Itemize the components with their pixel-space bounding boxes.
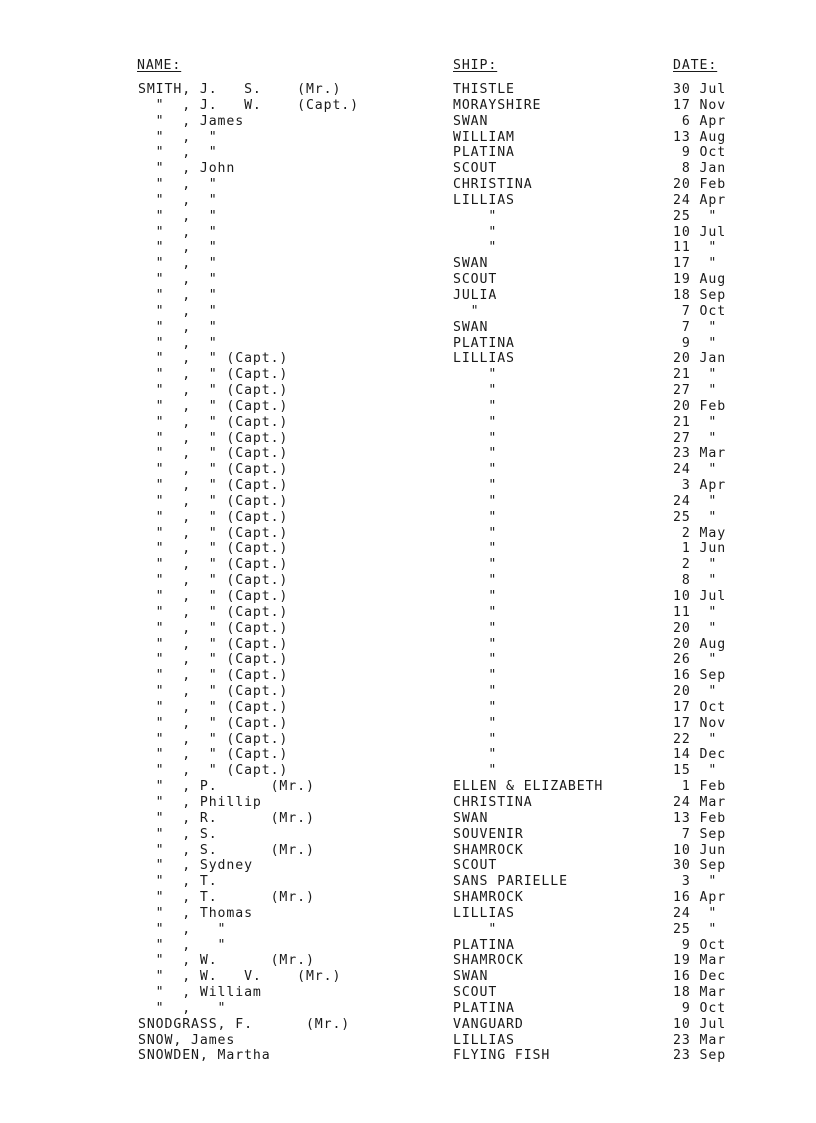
ship-cell: " (453, 303, 480, 319)
table-row (0, 225, 816, 241)
ship-cell: SHAMROCK (453, 842, 524, 858)
table-row (0, 415, 816, 431)
table-row (0, 906, 816, 922)
ship-cell: " (453, 509, 498, 525)
ship-cell: PLATINA (453, 937, 515, 953)
name-cell: " , " (138, 303, 218, 319)
name-cell: " , " (Capt.) (138, 747, 289, 763)
date-cell: 27 " (673, 383, 718, 399)
name-cell: SMITH, J. S. (Mr.) (138, 82, 342, 97)
name-cell: " , " (Capt.) (138, 604, 289, 620)
name-cell: " , S. (Mr.) (138, 842, 315, 858)
table-row (0, 177, 816, 193)
date-cell: 15 " (673, 763, 718, 779)
date-cell: 16 Apr (673, 890, 727, 906)
name-cell: " , Thomas (138, 905, 253, 921)
table-row (0, 161, 816, 177)
date-cell: 8 Jan (673, 161, 727, 177)
table-row (0, 240, 816, 256)
name-cell: " , " (Capt.) (138, 573, 289, 589)
table-row (0, 209, 816, 225)
date-cell: 20 Feb (673, 177, 727, 193)
date-cell: 7 " (673, 319, 718, 335)
date-cell: 19 Aug (673, 272, 727, 288)
table-row (0, 82, 816, 98)
name-cell: " , " (Capt.) (138, 699, 289, 715)
table-row (0, 557, 816, 573)
date-cell: 20 " (673, 684, 718, 700)
ship-cell: SWAN (453, 969, 489, 985)
name-cell: " , " (Capt.) (138, 478, 289, 494)
table-row (0, 795, 816, 811)
name-cell: " , S. (138, 826, 218, 842)
name-cell: " , " (Capt.) (138, 446, 289, 462)
ship-cell: " (453, 557, 498, 573)
name-cell: SNODGRASS, F. (Mr.) (138, 1016, 351, 1032)
table-row (0, 969, 816, 985)
table-row (0, 747, 816, 763)
ship-cell: SHAMROCK (453, 953, 524, 969)
name-cell: " , Sydney (138, 858, 253, 874)
ship-cell: ELLEN & ELIZABETH (453, 779, 604, 795)
ship-cell: CHRISTINA (453, 177, 533, 193)
ship-cell: " (453, 715, 498, 731)
date-cell: 17 " (673, 256, 718, 272)
date-cell: 23 Mar (673, 446, 727, 462)
date-cell: 27 " (673, 430, 718, 446)
table-row (0, 351, 816, 367)
table-row (0, 367, 816, 383)
date-cell: 16 Dec (673, 969, 727, 985)
name-cell: " , " (Capt.) (138, 383, 289, 399)
table-row (0, 510, 816, 526)
ship-cell: " (453, 636, 498, 652)
name-cell: SNOWDEN, Martha (138, 1048, 271, 1064)
name-cell: " , " (Capt.) (138, 414, 289, 430)
table-row (0, 637, 816, 653)
ship-cell: " (453, 652, 498, 668)
name-cell: " , " (138, 937, 227, 953)
table-row (0, 336, 816, 352)
name-cell: " , " (138, 319, 218, 335)
table-row (0, 526, 816, 542)
table-row (0, 446, 816, 462)
name-cell: " , P. (Mr.) (138, 779, 315, 795)
date-cell: 17 Nov (673, 715, 727, 731)
ship-cell: FLYING FISH (453, 1048, 551, 1064)
name-cell: " , " (Capt.) (138, 715, 289, 731)
ship-cell: " (453, 383, 498, 399)
name-cell: " , " (138, 921, 227, 937)
ship-cell: SWAN (453, 810, 489, 826)
name-cell: " , " (Capt.) (138, 763, 289, 779)
column-header-date: DATE: (673, 58, 718, 73)
table-row (0, 843, 816, 859)
table-row (0, 462, 816, 478)
ship-cell: SWAN (453, 319, 489, 335)
table-row (0, 1001, 816, 1017)
ship-cell: " (453, 398, 498, 414)
ship-cell: " (453, 414, 498, 430)
ship-cell: " (453, 462, 498, 478)
name-cell: " , " (138, 335, 218, 351)
date-cell: 1 Feb (673, 779, 727, 795)
name-cell: " , " (Capt.) (138, 668, 289, 684)
table-row (0, 431, 816, 447)
date-cell: 3 Apr (673, 478, 727, 494)
date-cell: 26 " (673, 652, 718, 668)
ship-cell: SANS PARIELLE (453, 874, 568, 890)
name-cell: " , " (Capt.) (138, 462, 289, 478)
ship-cell: PLATINA (453, 335, 515, 351)
name-cell: " , " (Capt.) (138, 351, 289, 367)
ship-cell: " (453, 668, 498, 684)
date-cell: 24 " (673, 462, 718, 478)
date-cell: 25 " (673, 509, 718, 525)
table-row (0, 874, 816, 890)
name-cell: " , W. V. (Mr.) (138, 969, 342, 985)
name-cell: " , " (138, 192, 218, 208)
date-cell: 30 Sep (673, 858, 727, 874)
table-row (0, 145, 816, 161)
table-row (0, 98, 816, 114)
date-cell: 9 Oct (673, 145, 727, 161)
date-cell: 20 Jan (673, 351, 727, 367)
name-cell: " , W. (Mr.) (138, 953, 315, 969)
name-cell: " , " (Capt.) (138, 636, 289, 652)
name-cell: " , " (138, 224, 218, 240)
date-cell: 10 Jun (673, 842, 727, 858)
ship-cell: LILLIAS (453, 905, 515, 921)
date-cell: 18 Mar (673, 985, 727, 1001)
table-row (0, 130, 816, 146)
name-cell: " , " (138, 287, 218, 303)
ship-cell: " (453, 573, 498, 589)
ship-cell: " (453, 493, 498, 509)
date-cell: 22 " (673, 731, 718, 747)
ship-cell: LILLIAS (453, 192, 515, 208)
name-cell: " , " (138, 145, 218, 161)
entry-list (0, 82, 816, 1064)
date-cell: 2 May (673, 525, 727, 541)
table-row (0, 763, 816, 779)
date-cell: 2 " (673, 557, 718, 573)
table-row (0, 827, 816, 843)
date-cell: 9 Oct (673, 937, 727, 953)
ship-cell: WILLIAM (453, 129, 515, 145)
table-row (0, 652, 816, 668)
date-cell: 23 Sep (673, 1048, 727, 1064)
name-cell: " , John (138, 161, 236, 177)
date-cell: 20 Aug (673, 636, 727, 652)
ship-cell: " (453, 240, 498, 256)
date-cell: 21 " (673, 414, 718, 430)
name-cell: " , " (Capt.) (138, 684, 289, 700)
table-row (0, 304, 816, 320)
date-cell: 24 Mar (673, 794, 727, 810)
ship-cell: " (453, 699, 498, 715)
date-cell: 30 Jul (673, 82, 727, 97)
date-cell: 24 " (673, 905, 718, 921)
table-row (0, 399, 816, 415)
name-cell: " , James (138, 113, 245, 129)
date-cell: 10 Jul (673, 589, 727, 604)
table-row (0, 621, 816, 637)
table-row (0, 589, 816, 605)
ship-cell: " (453, 525, 498, 541)
name-cell: " , " (138, 1000, 227, 1016)
ship-cell: THISTLE (453, 82, 515, 97)
table-row (0, 541, 816, 557)
name-cell: " , " (Capt.) (138, 589, 289, 604)
name-cell: " , J. W. (Capt.) (138, 97, 359, 113)
date-cell: 17 Nov (673, 97, 727, 113)
name-cell: " , " (Capt.) (138, 367, 289, 383)
table-row (0, 779, 816, 795)
name-cell: " , R. (Mr.) (138, 810, 315, 826)
date-cell: 7 Sep (673, 826, 727, 842)
table-row (0, 320, 816, 336)
date-cell: 13 Feb (673, 810, 727, 826)
date-cell: 20 " (673, 620, 718, 636)
ship-cell: " (453, 541, 498, 557)
ship-cell: PLATINA (453, 145, 515, 161)
name-cell: " , " (138, 272, 218, 288)
table-row (0, 478, 816, 494)
table-row (0, 1017, 816, 1033)
table-row (0, 573, 816, 589)
ship-cell: SCOUT (453, 858, 498, 874)
ship-cell: " (453, 747, 498, 763)
table-row (0, 700, 816, 716)
name-cell: " , Phillip (138, 794, 262, 810)
name-cell: " , " (138, 129, 218, 145)
ship-cell: PLATINA (453, 1000, 515, 1016)
ship-cell: SCOUT (453, 161, 498, 177)
date-cell: 6 Apr (673, 113, 727, 129)
table-row (0, 1048, 816, 1064)
name-cell: " , " (Capt.) (138, 398, 289, 414)
table-row (0, 114, 816, 130)
ship-cell: " (453, 478, 498, 494)
name-cell: " , " (Capt.) (138, 493, 289, 509)
ship-cell: SCOUT (453, 985, 498, 1001)
name-cell: " , " (138, 256, 218, 272)
name-cell: " , " (Capt.) (138, 541, 289, 557)
ship-cell: CHRISTINA (453, 794, 533, 810)
table-row (0, 953, 816, 969)
column-header-ship: SHIP: (453, 58, 498, 73)
table-row (0, 922, 816, 938)
ship-cell: " (453, 589, 498, 604)
ship-cell: SOUVENIR (453, 826, 524, 842)
table-row (0, 383, 816, 399)
name-cell: " , William (138, 985, 262, 1001)
table-row (0, 890, 816, 906)
table-row (0, 272, 816, 288)
ship-cell: " (453, 208, 498, 224)
name-cell: " , " (138, 177, 218, 193)
name-cell: " , " (Capt.) (138, 525, 289, 541)
name-cell: " , " (Capt.) (138, 557, 289, 573)
name-cell: " , " (Capt.) (138, 620, 289, 636)
ship-cell: VANGUARD (453, 1016, 524, 1032)
name-cell: " , " (138, 208, 218, 224)
ship-cell: " (453, 684, 498, 700)
date-cell: 17 Oct (673, 699, 727, 715)
date-cell: 1 Jun (673, 541, 727, 557)
date-cell: 9 " (673, 335, 718, 351)
name-cell: " , " (Capt.) (138, 652, 289, 668)
name-cell: SNOW, James (138, 1032, 236, 1048)
date-cell: 21 " (673, 367, 718, 383)
table-row (0, 494, 816, 510)
date-cell: 25 " (673, 208, 718, 224)
ship-cell: " (453, 620, 498, 636)
table-row (0, 938, 816, 954)
date-cell: 11 " (673, 604, 718, 620)
date-cell: 14 Dec (673, 747, 727, 763)
date-cell: 24 Apr (673, 192, 727, 208)
table-row (0, 1033, 816, 1049)
ship-cell: SWAN (453, 113, 489, 129)
date-cell: 8 " (673, 573, 718, 589)
table-row (0, 684, 816, 700)
date-cell: 10 Jul (673, 1016, 727, 1032)
date-cell: 18 Sep (673, 287, 727, 303)
table-row (0, 605, 816, 621)
date-cell: 11 " (673, 240, 718, 256)
ship-cell: LILLIAS (453, 351, 515, 367)
table-row (0, 732, 816, 748)
name-cell: " , T. (Mr.) (138, 890, 315, 906)
ship-cell: " (453, 430, 498, 446)
table-row (0, 985, 816, 1001)
column-header-name: NAME: (137, 58, 182, 73)
ship-cell: " (453, 224, 498, 240)
ship-cell: SCOUT (453, 272, 498, 288)
table-row (0, 858, 816, 874)
date-cell: 25 " (673, 921, 718, 937)
table-row (0, 811, 816, 827)
table-row (0, 288, 816, 304)
date-cell: 24 " (673, 493, 718, 509)
ship-cell: " (453, 921, 498, 937)
ship-cell: SHAMROCK (453, 890, 524, 906)
ship-cell: JULIA (453, 287, 498, 303)
date-cell: 9 Oct (673, 1000, 727, 1016)
date-cell: 7 Oct (673, 303, 727, 319)
date-cell: 20 Feb (673, 398, 727, 414)
table-row (0, 256, 816, 272)
date-cell: 13 Aug (673, 129, 727, 145)
ship-cell: " (453, 763, 498, 779)
name-cell: " , " (138, 240, 218, 256)
ship-cell: LILLIAS (453, 1032, 515, 1048)
date-cell: 3 " (673, 874, 718, 890)
ship-cell: MORAYSHIRE (453, 97, 542, 113)
ship-cell: " (453, 446, 498, 462)
date-cell: 16 Sep (673, 668, 727, 684)
name-cell: " , T. (138, 874, 218, 890)
ship-cell: " (453, 731, 498, 747)
ship-cell: " (453, 604, 498, 620)
table-row (0, 668, 816, 684)
ship-cell: SWAN (453, 256, 489, 272)
date-cell: 19 Mar (673, 953, 727, 969)
table-row (0, 716, 816, 732)
date-cell: 23 Mar (673, 1032, 727, 1048)
ship-cell: " (453, 367, 498, 383)
table-row (0, 193, 816, 209)
name-cell: " , " (Capt.) (138, 509, 289, 525)
name-cell: " , " (Capt.) (138, 731, 289, 747)
date-cell: 10 Jul (673, 224, 727, 240)
name-cell: " , " (Capt.) (138, 430, 289, 446)
